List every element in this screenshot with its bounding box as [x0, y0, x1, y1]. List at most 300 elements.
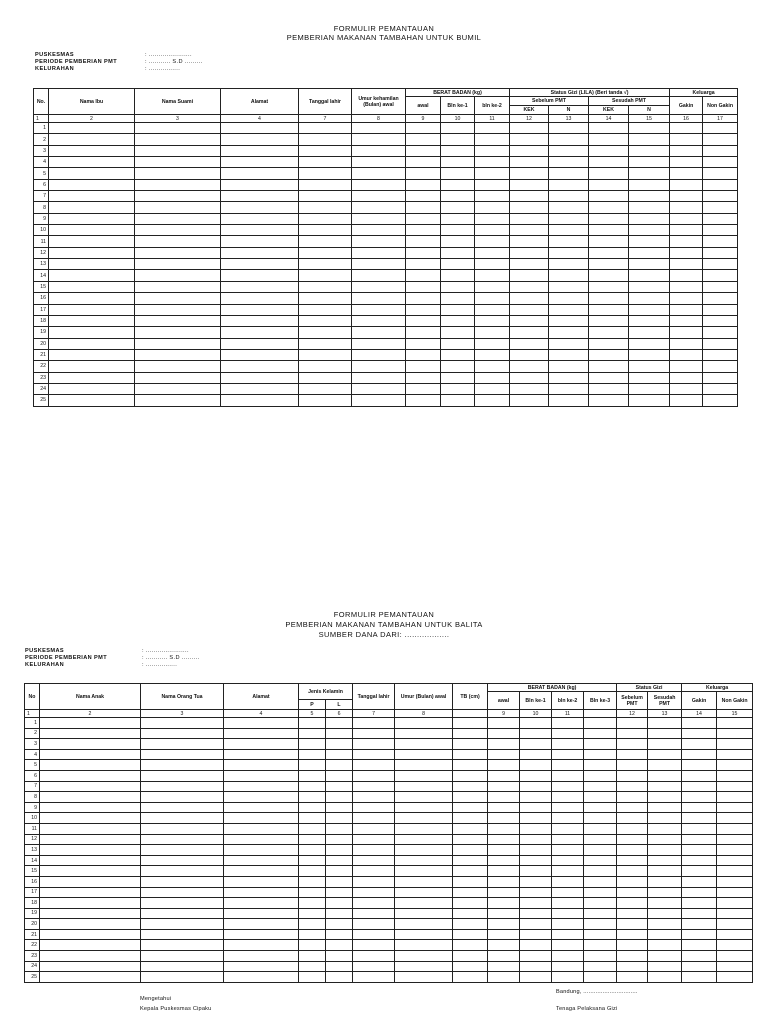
col-number: 4: [224, 710, 299, 718]
col-tanggal-lahir: Tanggal lahir: [353, 684, 395, 710]
table-cell: [299, 929, 326, 940]
table-cell: [40, 823, 141, 834]
table-cell: [395, 813, 453, 824]
table-cell: [703, 134, 738, 145]
table-cell: [670, 315, 703, 326]
table-cell: [453, 855, 488, 866]
table-cell: [549, 213, 589, 224]
table-cell: [703, 247, 738, 258]
table-cell: [475, 157, 510, 168]
col-number: 2: [40, 710, 141, 718]
table-cell: [589, 134, 629, 145]
table-cell: [703, 123, 738, 134]
row-number: 9: [34, 213, 49, 224]
table-row: [34, 270, 738, 281]
table-cell: [441, 157, 475, 168]
table-cell: [299, 728, 326, 739]
table-cell: [395, 972, 453, 983]
table-cell: [648, 792, 682, 803]
table-cell: [617, 876, 648, 887]
table-cell: [352, 361, 406, 372]
table-cell: [299, 281, 352, 292]
table-cell: [520, 813, 552, 824]
table-cell: [49, 157, 135, 168]
table-cell: [475, 123, 510, 134]
table-cell: [648, 813, 682, 824]
table-cell: [717, 749, 753, 760]
table-cell: [49, 259, 135, 270]
table-cell: [395, 855, 453, 866]
table-cell: [141, 792, 224, 803]
table-cell: [510, 327, 549, 338]
table-cell: [549, 134, 589, 145]
table-cell: [488, 823, 520, 834]
table-row: [34, 191, 738, 202]
table-cell: [520, 972, 552, 983]
table-cell: [717, 951, 753, 962]
table-cell: [475, 213, 510, 224]
table-cell: [552, 855, 584, 866]
table-cell: [141, 760, 224, 771]
table-cell: [629, 168, 670, 179]
table-cell: [40, 940, 141, 951]
table-cell: [441, 327, 475, 338]
table-cell: [141, 898, 224, 909]
table-cell: [648, 823, 682, 834]
col-number: 1: [25, 710, 40, 718]
table-cell: [441, 134, 475, 145]
table-cell: [395, 792, 453, 803]
table-cell: [629, 383, 670, 394]
table-cell: [629, 191, 670, 202]
table-cell: [552, 866, 584, 877]
table-cell: [510, 247, 549, 258]
table-cell: [299, 259, 352, 270]
table-cell: [453, 792, 488, 803]
table-cell: [584, 834, 617, 845]
column-number-row: [34, 115, 738, 123]
col-sesudah-pmt: Sesudah PMT: [648, 692, 682, 710]
table-cell: [299, 304, 352, 315]
table-cell: [552, 919, 584, 930]
table-cell: [352, 202, 406, 213]
col-number: 3: [135, 115, 221, 123]
table-row: [25, 749, 753, 760]
table-cell: [520, 823, 552, 834]
table-cell: [49, 372, 135, 383]
table-cell: [584, 866, 617, 877]
table-cell: [717, 876, 753, 887]
col-number: 15: [717, 710, 753, 718]
table-row: [25, 728, 753, 739]
table-cell: [221, 349, 299, 360]
table-cell: [135, 281, 221, 292]
table-cell: [453, 823, 488, 834]
table-cell: [224, 951, 299, 962]
table-cell: [617, 760, 648, 771]
table-row: [34, 361, 738, 372]
table-cell: [224, 718, 299, 729]
table-cell: [406, 293, 441, 304]
table-cell: [520, 951, 552, 962]
table-cell: [617, 802, 648, 813]
table-cell: [326, 908, 353, 919]
table-cell: [49, 383, 135, 394]
table-cell: [549, 281, 589, 292]
row-number: 4: [34, 157, 49, 168]
table-cell: [552, 718, 584, 729]
table-cell: [510, 259, 549, 270]
table-cell: [135, 338, 221, 349]
row-number: 18: [34, 315, 49, 326]
table-cell: [717, 940, 753, 951]
table-cell: [299, 293, 352, 304]
table-cell: [670, 202, 703, 213]
table-cell: [141, 749, 224, 760]
table-cell: [135, 123, 221, 134]
table-row: [25, 887, 753, 898]
table-cell: [584, 770, 617, 781]
table-cell: [135, 293, 221, 304]
table-cell: [224, 760, 299, 771]
table-cell: [353, 866, 395, 877]
table-cell: [395, 823, 453, 834]
table-cell: [49, 179, 135, 190]
table-cell: [406, 372, 441, 383]
table-cell: [552, 813, 584, 824]
table-cell: [395, 760, 453, 771]
table-cell: [552, 929, 584, 940]
table-cell: [629, 293, 670, 304]
table-row: [25, 802, 753, 813]
table-cell: [221, 304, 299, 315]
table-cell: [453, 739, 488, 750]
table-cell: [648, 718, 682, 729]
table-cell: [549, 395, 589, 406]
row-number: 5: [34, 168, 49, 179]
table-cell: [224, 834, 299, 845]
table-cell: [299, 157, 352, 168]
table-cell: [670, 236, 703, 247]
table-cell: [49, 270, 135, 281]
table-cell: [49, 304, 135, 315]
table-cell: [520, 845, 552, 856]
table-cell: [589, 293, 629, 304]
table-cell: [299, 749, 326, 760]
table-cell: [326, 887, 353, 898]
table-cell: [224, 781, 299, 792]
table-cell: [617, 823, 648, 834]
col-number: 16: [670, 115, 703, 123]
table-cell: [141, 845, 224, 856]
table-cell: [40, 813, 141, 824]
table-cell: [453, 749, 488, 760]
table-cell: [40, 760, 141, 771]
table-cell: [326, 792, 353, 803]
col-nama-ortu: Nama Orang Tua: [141, 684, 224, 710]
table-cell: [441, 338, 475, 349]
table-cell: [352, 134, 406, 145]
row-number: 13: [34, 259, 49, 270]
table-cell: [717, 823, 753, 834]
table-cell: [49, 281, 135, 292]
table-cell: [584, 728, 617, 739]
table-cell: [395, 718, 453, 729]
table-cell: [510, 213, 549, 224]
table-cell: [453, 760, 488, 771]
form1-info: [35, 52, 202, 74]
table-cell: [648, 929, 682, 940]
table-cell: [221, 123, 299, 134]
form2-info: [25, 648, 199, 670]
col-number: 12: [617, 710, 648, 718]
table-cell: [326, 834, 353, 845]
table-cell: [552, 887, 584, 898]
table-cell: [629, 179, 670, 190]
col-n-before: N: [549, 106, 589, 115]
col-number: 13: [549, 115, 589, 123]
table-cell: [520, 739, 552, 750]
table-cell: [353, 728, 395, 739]
table-row: [25, 908, 753, 919]
table-cell: [703, 361, 738, 372]
table-cell: [682, 919, 717, 930]
info-value: : ................: [142, 662, 178, 669]
table-cell: [629, 327, 670, 338]
table-cell: [352, 236, 406, 247]
table-cell: [141, 951, 224, 962]
row-number: 20: [34, 338, 49, 349]
table-cell: [549, 168, 589, 179]
table-cell: [353, 855, 395, 866]
table-cell: [703, 270, 738, 281]
table-cell: [629, 315, 670, 326]
row-number: 16: [34, 293, 49, 304]
table-cell: [406, 134, 441, 145]
table-cell: [549, 361, 589, 372]
table-cell: [629, 213, 670, 224]
col-keluarga: Keluarga: [682, 684, 753, 692]
col-no: No.: [34, 89, 49, 115]
table-cell: [299, 213, 352, 224]
table-cell: [406, 270, 441, 281]
table-cell: [488, 728, 520, 739]
col-nama-anak: Nama Anak: [40, 684, 141, 710]
table-cell: [670, 361, 703, 372]
table-cell: [299, 123, 352, 134]
table-cell: [703, 304, 738, 315]
table-cell: [299, 349, 352, 360]
table-row: [34, 145, 738, 156]
table-cell: [299, 876, 326, 887]
table-cell: [221, 395, 299, 406]
table-cell: [682, 728, 717, 739]
table-cell: [475, 168, 510, 179]
table-row: [34, 202, 738, 213]
table-cell: [648, 876, 682, 887]
table-cell: [617, 728, 648, 739]
table-cell: [703, 349, 738, 360]
table-cell: [717, 972, 753, 983]
col-keluarga: Keluarga: [670, 89, 738, 97]
table-cell: [717, 929, 753, 940]
table-cell: [549, 270, 589, 281]
table-cell: [224, 845, 299, 856]
table-cell: [353, 813, 395, 824]
table-cell: [617, 908, 648, 919]
table-cell: [299, 168, 352, 179]
table-cell: [703, 179, 738, 190]
table-cell: [717, 866, 753, 877]
table-cell: [353, 961, 395, 972]
table-cell: [49, 349, 135, 360]
table-cell: [299, 134, 352, 145]
tenaga-gizi-label: Tenaga Pelaksana Gizi: [556, 1006, 618, 1012]
table-cell: [520, 728, 552, 739]
row-number: 23: [25, 951, 40, 962]
table-cell: [406, 349, 441, 360]
col-jenis-kelamin: Jenis Kelamin: [299, 684, 353, 700]
table-cell: [49, 134, 135, 145]
row-number: 11: [34, 236, 49, 247]
table-cell: [352, 225, 406, 236]
table-cell: [221, 315, 299, 326]
table-cell: [488, 718, 520, 729]
table-cell: [584, 792, 617, 803]
table-cell: [406, 168, 441, 179]
table-cell: [617, 972, 648, 983]
table-cell: [135, 168, 221, 179]
table-row: [34, 157, 738, 168]
table-cell: [549, 349, 589, 360]
table-cell: [49, 225, 135, 236]
row-number: 7: [34, 191, 49, 202]
table-cell: [717, 728, 753, 739]
table-cell: [584, 739, 617, 750]
table-cell: [299, 908, 326, 919]
row-number: 21: [25, 929, 40, 940]
row-number: 1: [25, 718, 40, 729]
table-cell: [40, 951, 141, 962]
table-cell: [326, 961, 353, 972]
table-cell: [648, 887, 682, 898]
table-cell: [453, 845, 488, 856]
table-cell: [326, 898, 353, 909]
table-cell: [703, 293, 738, 304]
table-cell: [141, 728, 224, 739]
table-cell: [141, 929, 224, 940]
table-cell: [488, 813, 520, 824]
table-cell: [670, 225, 703, 236]
row-number: 10: [34, 225, 49, 236]
table-cell: [352, 168, 406, 179]
table-cell: [682, 813, 717, 824]
table-cell: [221, 259, 299, 270]
table-cell: [224, 866, 299, 877]
table-cell: [549, 327, 589, 338]
table-cell: [488, 802, 520, 813]
row-number: 10: [25, 813, 40, 824]
table-cell: [552, 823, 584, 834]
table-cell: [299, 270, 352, 281]
table-cell: [299, 395, 352, 406]
kepala-puskesmas-label: Kepala Puskesmas Cipaku: [140, 1006, 212, 1012]
table-cell: [584, 972, 617, 983]
table-cell: [353, 834, 395, 845]
table-cell: [549, 179, 589, 190]
col-p: P: [299, 700, 326, 710]
table-cell: [221, 361, 299, 372]
table-cell: [549, 293, 589, 304]
col-number: 4: [221, 115, 299, 123]
col-umur: Umur (Bulan) awal: [395, 684, 453, 710]
table-cell: [703, 338, 738, 349]
table-row: [34, 395, 738, 406]
table-row: [34, 134, 738, 145]
table-cell: [510, 383, 549, 394]
table-cell: [717, 770, 753, 781]
table-cell: [49, 327, 135, 338]
table-cell: [141, 781, 224, 792]
table-cell: [353, 898, 395, 909]
table-cell: [135, 383, 221, 394]
table-cell: [221, 327, 299, 338]
col-number: 11: [552, 710, 584, 718]
table-cell: [221, 202, 299, 213]
table-cell: [552, 908, 584, 919]
table-cell: [584, 823, 617, 834]
table-cell: [453, 781, 488, 792]
table-cell: [224, 919, 299, 930]
table-cell: [549, 338, 589, 349]
table-cell: [589, 315, 629, 326]
table-row: [25, 972, 753, 983]
table-cell: [224, 940, 299, 951]
table-cell: [352, 349, 406, 360]
table-cell: [453, 770, 488, 781]
table-cell: [40, 898, 141, 909]
table-cell: [326, 951, 353, 962]
table-cell: [135, 395, 221, 406]
table-cell: [395, 749, 453, 760]
col-sebelum-pmt: Sebelum PMT: [510, 97, 589, 106]
table-cell: [40, 887, 141, 898]
table-cell: [221, 281, 299, 292]
table-cell: [441, 383, 475, 394]
table-cell: [670, 157, 703, 168]
table-cell: [682, 972, 717, 983]
table-cell: [589, 236, 629, 247]
table-cell: [352, 191, 406, 202]
table-cell: [520, 940, 552, 951]
table-cell: [326, 940, 353, 951]
row-number: 22: [34, 361, 49, 372]
table-cell: [552, 961, 584, 972]
table-cell: [670, 383, 703, 394]
table-cell: [475, 315, 510, 326]
table-cell: [141, 866, 224, 877]
table-cell: [670, 293, 703, 304]
table-cell: [703, 327, 738, 338]
table-cell: [703, 225, 738, 236]
row-number: 11: [25, 823, 40, 834]
table-cell: [221, 134, 299, 145]
col-number: 7: [299, 115, 352, 123]
table-row: [25, 845, 753, 856]
table-cell: [299, 898, 326, 909]
table-cell: [299, 383, 352, 394]
table-cell: [617, 770, 648, 781]
